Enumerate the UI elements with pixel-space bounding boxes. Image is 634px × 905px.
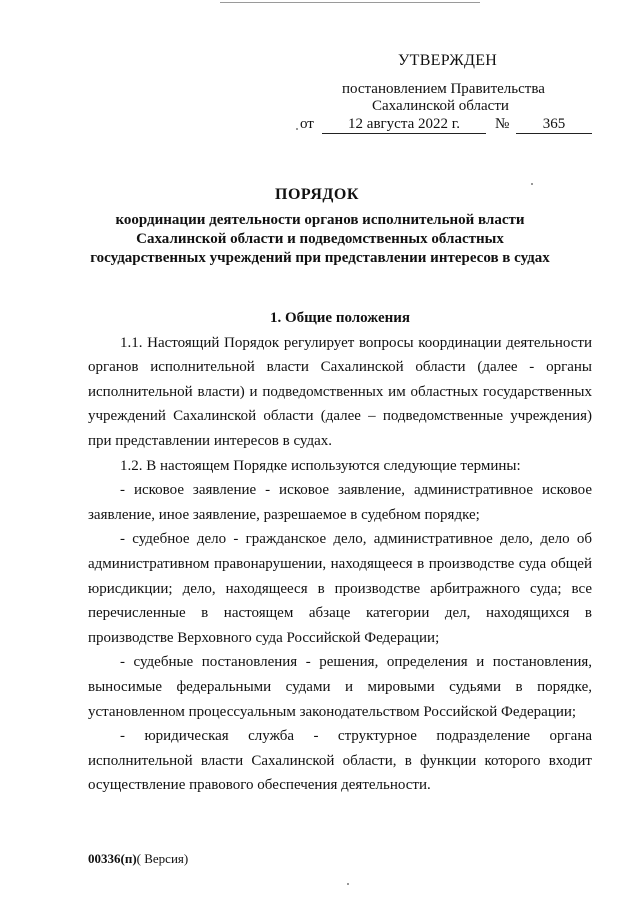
document-subtitle: координации деятельности органов исполнительной власти Сахалинской области и подведомственных областных государственных учреждений при представлении интересов в судах	[90, 212, 550, 266]
term-court-rulings: - судебные постановления - решения, определения и постановления, выносимые федеральными судами и мировыми судьями в порядке, установленном процессуальным законодательством Российской Федерации;	[88, 654, 592, 720]
scan-speck	[531, 183, 533, 185]
scan-speck	[347, 883, 349, 885]
approval-date: 12 августа 2022 г.	[322, 116, 486, 134]
paragraph-1-1: 1.1. Настоящий Порядок регулирует вопросы координации деятельности органов исполнительной власти Сахалинской области (далее - органы исполнительной власти) и подведомственных им областных государственных учреждений Сахалинской области (далее – подведомственные учреждения) при представлении интересов в судах.	[88, 334, 592, 449]
approval-line-2: Сахалинской области	[372, 98, 509, 114]
scan-edge-line	[220, 2, 480, 3]
approval-number: 365	[516, 116, 592, 134]
scan-speck	[296, 128, 298, 130]
number-label: №	[495, 116, 510, 132]
from-label: от	[300, 116, 314, 132]
document-footer	[88, 851, 188, 867]
section-heading: 1. Общие положения	[269, 310, 411, 326]
approval-line-1: постановлением Правительства	[342, 81, 545, 97]
approval-title: УТВЕРЖДЕН	[398, 52, 498, 69]
paragraph-1-2: 1.2. В настоящем Порядке используются следующие термины:	[120, 457, 521, 474]
term-claim: - исковое заявление - исковое заявление, административное исковое заявление, иное заявление, разрешаемое в судебном порядке;	[88, 482, 592, 523]
document-body	[88, 306, 592, 798]
approval-date-number-row	[290, 116, 610, 138]
footer-code: 00336(п)	[88, 851, 137, 866]
term-court-case: - судебное дело - гражданское дело, административное дело, дело об административном правонарушении, находящееся в производстве суда общей юрисдикции; дело, находящееся в производстве арбитражного суда; все перечисленные в настоящем абзаце категории дел, находящихся в производстве Верховного суда Российской Федерации;	[88, 531, 592, 646]
term-legal-service: - юридическая служба - структурное подразделение органа исполнительной власти Сахалинской области, в функции которого входит осуществление правового обеспечения деятельности.	[88, 728, 592, 794]
document-title: ПОРЯДОК	[275, 186, 359, 203]
footer-version: ( Версия)	[136, 851, 189, 866]
